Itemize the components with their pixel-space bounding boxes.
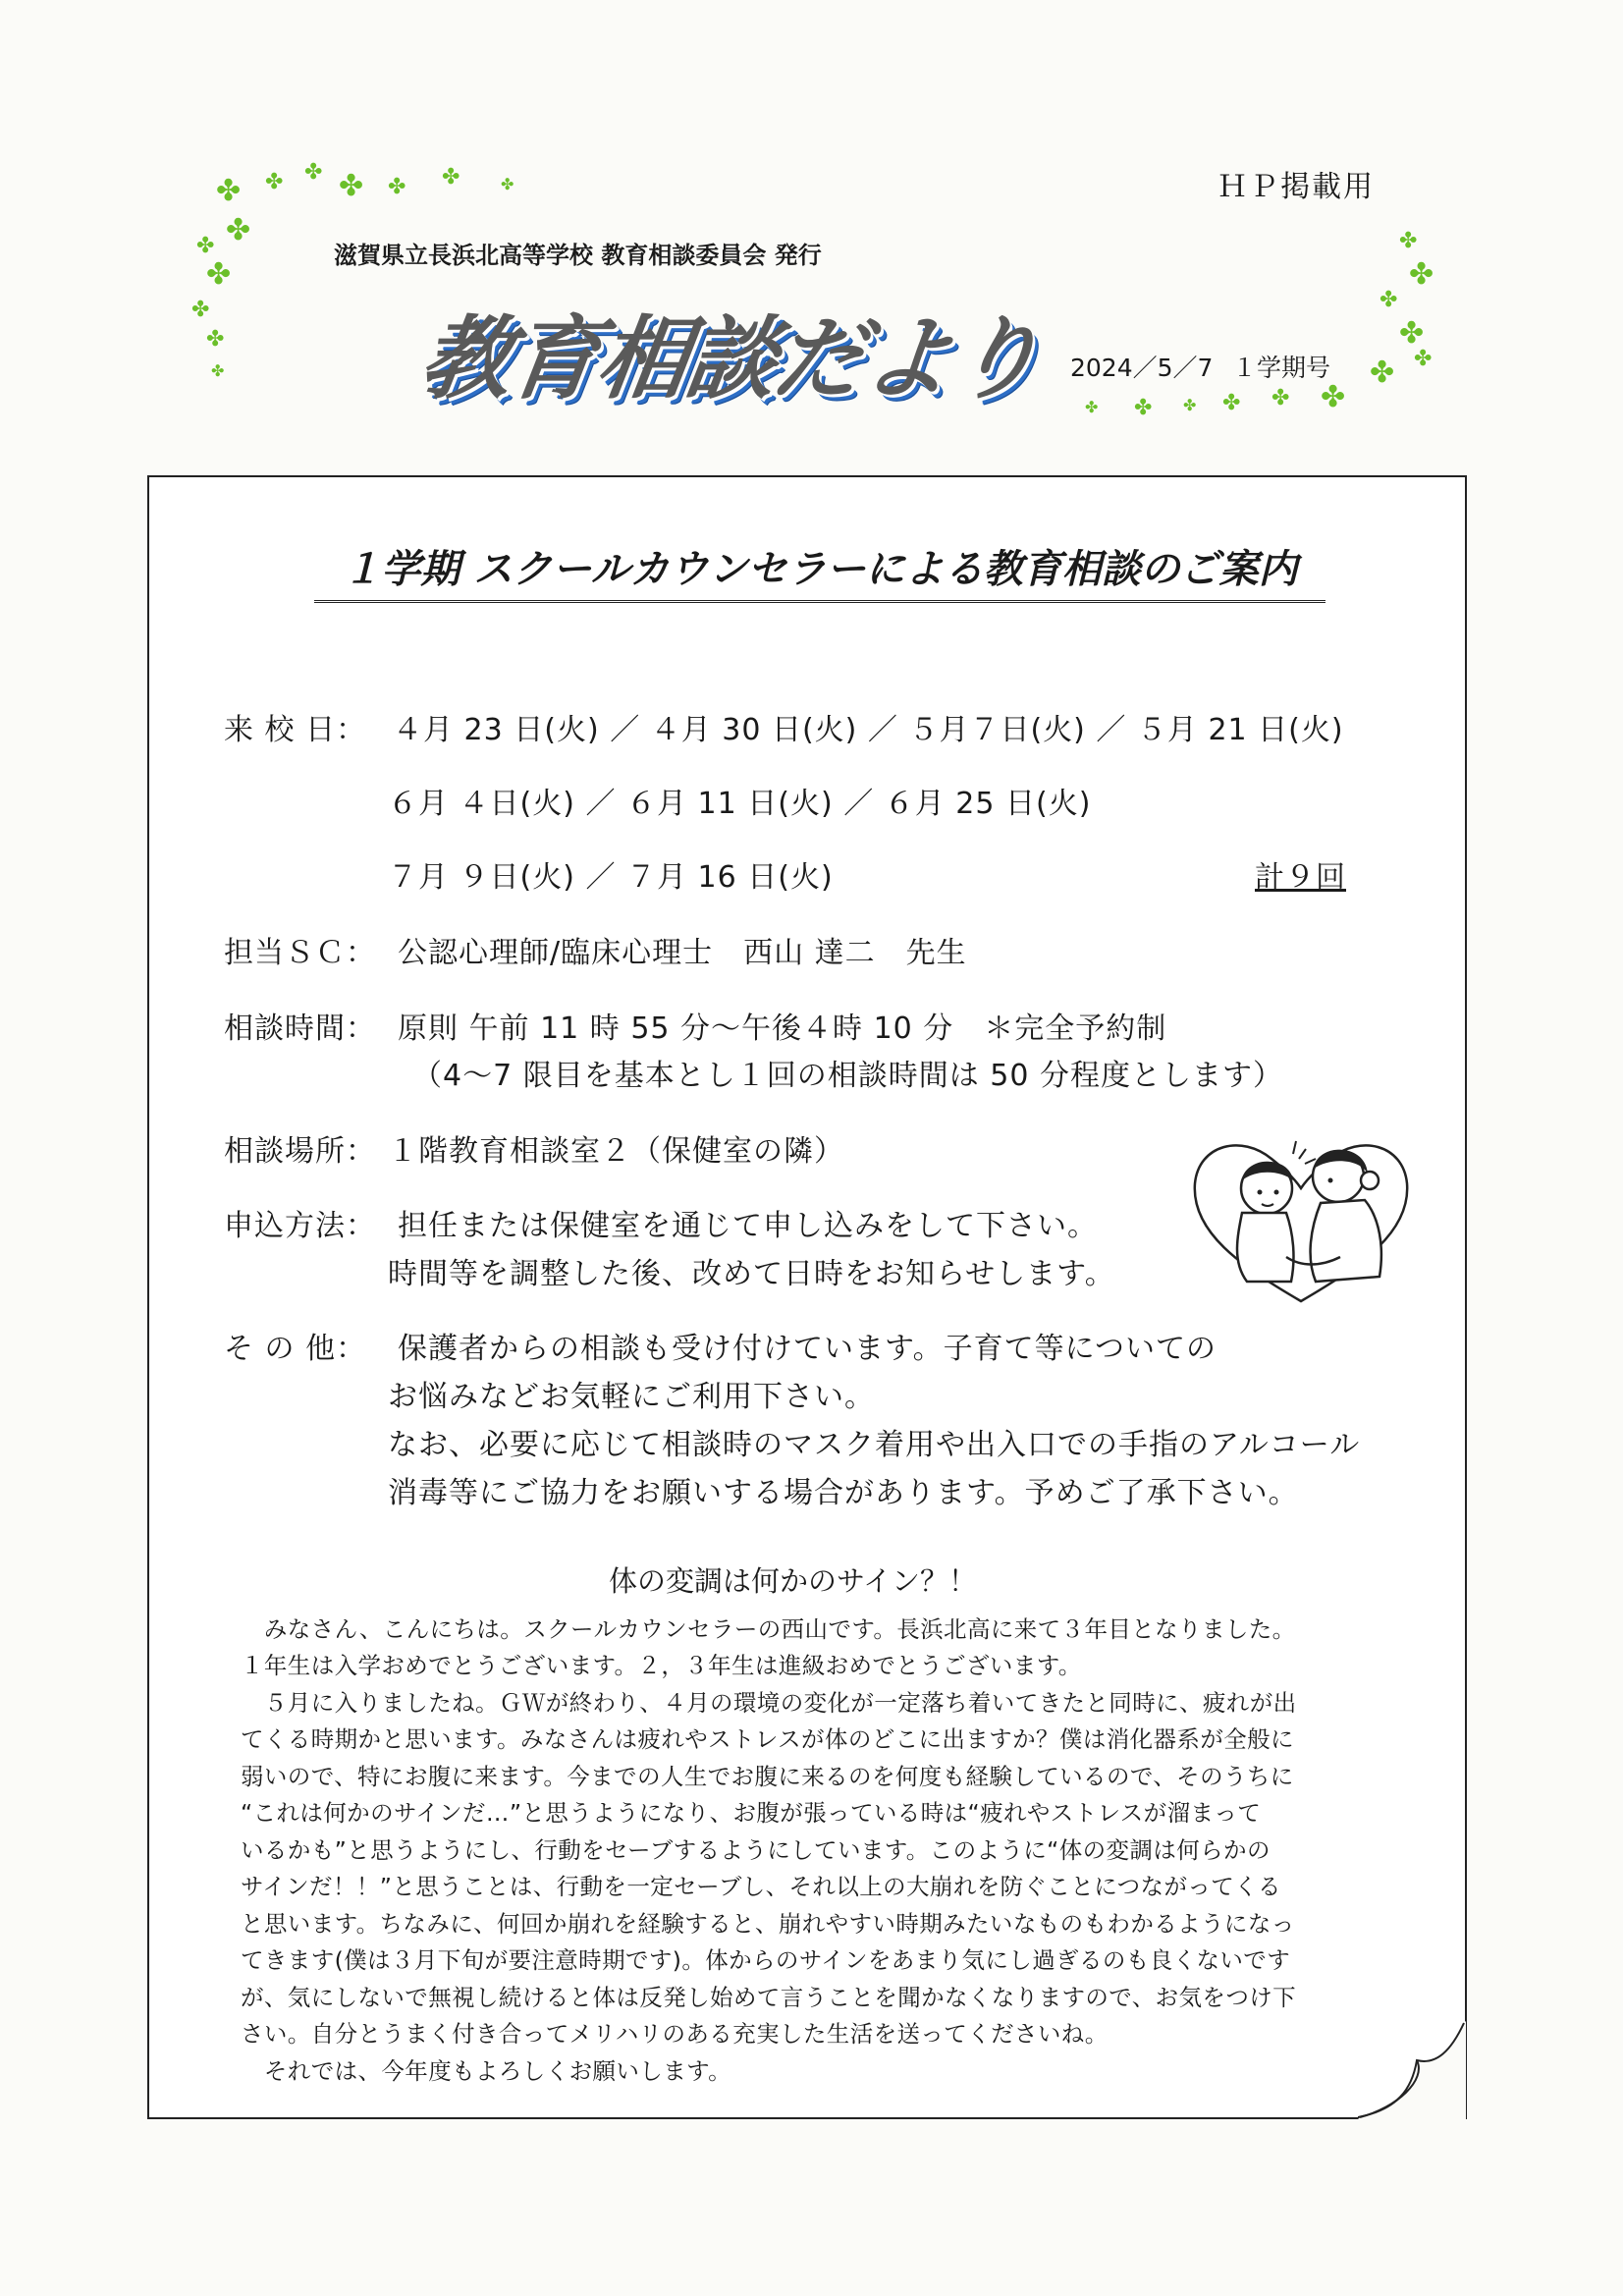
clover-icon: ✤ [442, 165, 460, 190]
clover-icon: ✤ [1399, 316, 1425, 351]
counseling-illustration [1183, 1120, 1419, 1306]
other-line: お悩みなどお気軽にご利用下さい。 [388, 1380, 875, 1414]
issue-date: 2024／5／7 [1070, 354, 1214, 382]
clover-icon: ✤ [196, 234, 215, 258]
column-line: と思います。ちなみに、何回か崩れを経験すると、崩れやすい時期みたいなものもわかるようになっ [241, 1910, 1295, 1938]
notice-title: １学期 スクールカウンセラーによる教育相談のご案内 [314, 538, 1325, 603]
clover-icon: ✤ [216, 174, 242, 208]
apply-label: 申込方法： [224, 1209, 376, 1243]
other-line: 保護者からの相談も受け付けています。子育て等についての [398, 1332, 1217, 1366]
clover-decoration-right [1075, 231, 1448, 427]
hours-value: 原則 午前 11 時 55 分～午後４時 10 分 ＊完全予約制 [398, 1011, 1167, 1046]
place-label: 相談場所： [224, 1134, 376, 1169]
column-line: てくる時期かと思います。みなさんは疲れやストレスが体のどこに出ますか？僕は消化器系が全般に [241, 1725, 1294, 1753]
column-line: サインだ！！”と思うことは、行動を一定セーブし、それ以上の大崩れを防ぐことにつながってくる [241, 1873, 1281, 1900]
issue-number: １学期号 [1232, 354, 1331, 382]
masthead-title: 教育相談だより [413, 306, 1048, 411]
column-line: ５月に入りましたね。ＧＷが終わり、４月の環境の変化が一定落ち着いてきたと同時に、疲れが出 [241, 1689, 1297, 1717]
column-line: いるかも”と思うようにし、行動をセーブするようにしています。このように“体の変調は何らかの [241, 1836, 1271, 1864]
publisher-line: 滋賀県立長浜北高等学校 教育相談委員会 発行 [334, 242, 822, 269]
column-line: １年生は入学おめでとうございます。２，３年生は進級おめでとうございます。 [241, 1652, 1082, 1679]
clover-icon: ✤ [1134, 396, 1153, 420]
other-line: なお、必要に応じて相談時のマスク着用や出入口での手指のアルコール [388, 1428, 1361, 1462]
hours-note: （4～7 限目を基本とし１回の相談時間は 50 分程度とします） [412, 1059, 1283, 1093]
column-line: てきます(僕は３月下旬が要注意時期です)。体からのサインをあまり気にし過ぎるのも良くないです [241, 1946, 1291, 1974]
hours-label: 相談時間： [224, 1011, 376, 1046]
visit-total: 計９回 [1255, 860, 1346, 895]
clover-icon: ✤ [388, 175, 406, 199]
visit-days-line: ４月 23 日(火) ／ ４月 30 日(火) ／ ５月７日(火) ／ ５月 21 日(火) [393, 713, 1344, 747]
clover-icon: ✤ [206, 327, 225, 352]
clover-icon: ✤ [1399, 229, 1418, 253]
clover-icon: ✤ [1085, 398, 1099, 416]
clover-icon: ✤ [1321, 380, 1346, 414]
clover-icon: ✤ [1414, 347, 1433, 371]
clover-icon: ✤ [501, 175, 514, 193]
visit-days-label: 来 校 日： [224, 713, 367, 747]
apply-line: 担任または保健室を通じて申し込みをして下さい。 [398, 1209, 1098, 1243]
clover-icon: ✤ [1380, 288, 1398, 312]
column-line: それでは、今年度もよろしくお願いします。 [241, 2057, 732, 2085]
column-line: が、気にしないで無視し続けると体は反発し始めて言うことを聞かなくなりますので、お気をつけ下 [241, 1984, 1297, 2011]
clover-icon: ✤ [1271, 386, 1290, 410]
other-line: 消毒等にご協力をお願いする場合があります。予めご了承下さい。 [388, 1476, 1299, 1510]
clover-icon: ✤ [206, 257, 232, 292]
column-line: みなさん、こんにちは。スクールカウンセラーの西山です。長浜北高に来て３年目となりました。 [241, 1615, 1296, 1643]
column-title: 体の変調は何かのサイン？！ [609, 1564, 977, 1598]
clover-icon: ✤ [1183, 396, 1197, 414]
clover-icon: ✤ [191, 298, 210, 322]
other-label: そ の 他： [224, 1332, 367, 1366]
hp-posting-label: ＨＰ掲載用 [1217, 170, 1375, 204]
place-value: １階教育相談室２（保健室の隣） [388, 1134, 844, 1169]
clover-icon: ✤ [1370, 355, 1395, 390]
counselor-value: 公認心理師/臨床心理士 西山 達二 先生 [398, 936, 967, 970]
counselor-label: 担当ＳＣ： [224, 936, 376, 970]
apply-line: 時間等を調整した後、改めて日時をお知らせします。 [388, 1257, 1115, 1291]
clover-icon: ✤ [211, 361, 225, 380]
visit-days-line: ６月 ４日(火) ／ ６月 11 日(火) ／ ６月 25 日(火) [388, 787, 1092, 821]
clover-icon: ✤ [265, 170, 284, 194]
column-line: “これは何かのサインだ…”と思うようになり、お腹が張っている時は“疲れやストレスが溜まって [241, 1799, 1262, 1827]
visit-days-line: ７月 ９日(火) ／ ７月 16 日(火) [388, 860, 834, 895]
clover-icon: ✤ [304, 160, 323, 185]
clover-icon: ✤ [1409, 257, 1434, 292]
column-line: 弱いので、特にお腹に来ます。今までの人生でお腹に来るのを何度も経験しているので、そのうちに [241, 1763, 1294, 1790]
clover-icon: ✤ [1222, 391, 1241, 415]
column-line: さい。自分とうまく付き合ってメリハリのある充実した生活を送ってくださいね。 [241, 2020, 1109, 2048]
clover-icon: ✤ [226, 213, 251, 247]
clover-icon: ✤ [339, 169, 364, 203]
